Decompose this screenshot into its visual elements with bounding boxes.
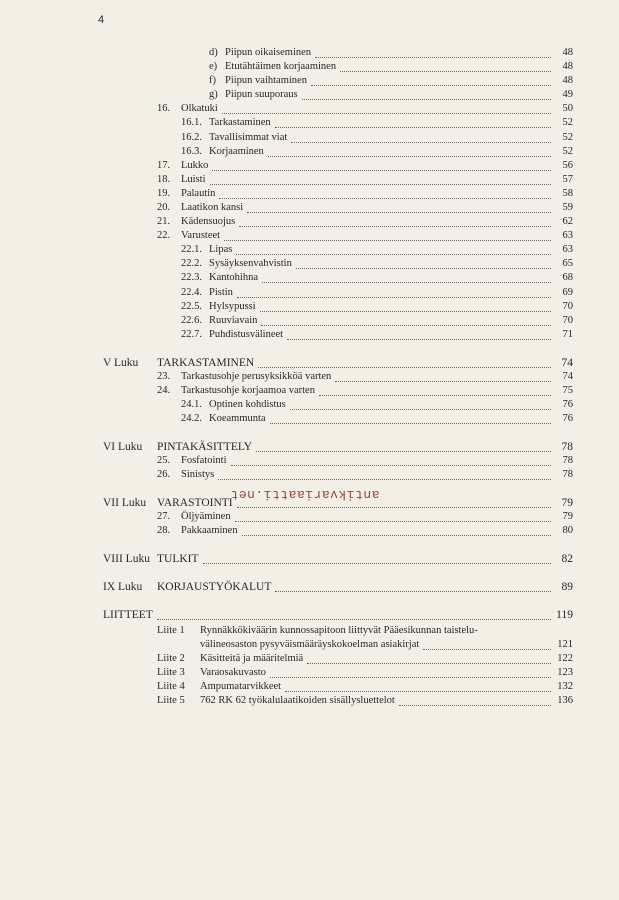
toc-entry-title: Hylsypussi [209,301,256,312]
toc-entry [0,300,619,314]
toc-entry-number: 24.1. [181,399,202,410]
toc-entry-page: 48 [562,61,573,72]
toc-entry-number: VI Luku [103,441,143,453]
toc-entry [0,229,619,243]
dot-leader [262,281,551,283]
dot-leader [222,112,551,114]
toc-entry-title: PINTAKÄSITTELY [157,441,253,453]
toc-entry-page: 56 [562,160,573,171]
toc-entry-page: 122 [557,653,573,664]
toc-entry-number: 22.7. [181,329,202,340]
toc-entry [0,88,619,102]
toc-entry-number: 22.3. [181,272,202,283]
toc-entry-page: 74 [561,357,573,369]
dot-leader [275,126,551,128]
dot-leader [260,310,551,312]
toc-entry-page: 70 [562,301,573,312]
toc-entry-title: Olkatuki [181,103,218,114]
toc-entry [0,384,619,398]
toc-entry-page: 48 [562,75,573,86]
toc-entry-number: e) [209,61,218,72]
toc-entry-number: 25. [157,455,171,466]
toc-entry-title: Rynnäkkökiväärin kunnossapitoon liittyvät Pääesikunnan taistelu- [200,625,478,636]
dot-leader [399,704,551,706]
toc-entry-page: 52 [562,146,573,157]
toc-entry-page: 52 [562,117,573,128]
toc-entry [0,412,619,426]
toc-entry-number: 22. [157,230,171,241]
toc-entry-title: TULKIT [157,553,199,565]
toc-entry-number: 21. [157,216,171,227]
toc-entry-number: d) [209,47,218,58]
toc-entry-number: 16.1. [181,117,202,128]
dot-leader [340,70,551,72]
toc-entry [0,46,619,60]
toc-entry-number: VII Luku [103,497,147,509]
toc-entry-title: Puhdistusvälineet [209,329,284,340]
toc-entry-number: 17. [157,160,171,171]
toc-entry-title: Koeammunta [209,413,266,424]
toc-entry-title: Tarkastaminen [209,117,271,128]
toc-entry [0,680,619,694]
toc-entry-title: Korjaaminen [209,146,264,157]
toc-entry [0,74,619,88]
toc-entry-title: Tarkastusohje korjaamoa varten [181,385,315,396]
toc-entry [0,638,619,652]
toc-entry-number: 22.4. [181,287,202,298]
toc-entry-page: 79 [561,497,573,509]
toc-entry-title: välineosaston pysyväismääräyskokoelman asiakirjat [200,639,420,650]
toc-entry [0,398,619,412]
toc-entry-title: Varaosakuvasto [200,667,266,678]
toc-entry-title: Pistin [209,287,233,298]
toc-entry-title: Palautin [181,188,216,199]
toc-entry-page: 70 [562,315,573,326]
toc-entry-page: 48 [562,47,573,58]
toc-entry-number: 16.3. [181,146,202,157]
dot-leader [423,648,551,650]
toc-entry-title: Kädensuojus [181,216,236,227]
toc-entry-page: 63 [562,230,573,241]
toc-entry [0,116,619,130]
toc-entry-number: 28. [157,525,171,536]
toc-entry-number: 24.2. [181,413,202,424]
toc-entry [0,694,619,708]
toc-entry-number: 26. [157,469,171,480]
toc-entry-number: V Luku [103,357,139,369]
toc-entry-page: 76 [562,413,573,424]
toc-entry-title: Sinistys [181,469,215,480]
toc-entry [0,524,619,538]
toc-entry [0,370,619,384]
dot-leader [287,338,551,340]
toc-entry-number: Liite 4 [157,681,185,692]
toc-entry-number: 20. [157,202,171,213]
dot-leader [270,422,551,424]
toc-entry-number: Liite 2 [157,653,185,664]
dot-leader [237,506,551,508]
toc-entry [0,131,619,145]
toc-entry-title: 762 RK 62 työkalulaatikoiden sisällysluettelot [200,695,395,706]
dot-leader [296,267,551,269]
toc-entry [0,666,619,680]
dot-leader [218,478,551,480]
toc-entry-page: 68 [562,272,573,283]
dot-leader [270,676,551,678]
dot-leader [219,197,551,199]
toc-entry-title: Öljyäminen [181,511,231,522]
toc-entry-page: 58 [562,188,573,199]
dot-leader [261,324,551,326]
dot-leader [307,662,551,664]
toc-entry-page: 123 [557,667,573,678]
toc-entry-title: Piipun suuporaus [225,89,298,100]
dot-leader [302,98,551,100]
toc-entry-number: 19. [157,188,171,199]
toc-entry-page: 78 [561,441,573,453]
toc-entry-number: Liite 5 [157,695,185,706]
toc-entry [0,314,619,328]
dot-leader [239,225,551,227]
toc-entry-page: 52 [562,132,573,143]
toc-entry [0,60,619,74]
toc-entry-title: TARKASTAMINEN [157,357,255,369]
toc-entry-title: Optinen kohdistus [209,399,286,410]
toc-entry-title: Kantohihna [209,272,258,283]
toc-entry-number: 16.2. [181,132,202,143]
toc-entry-title: Pakkaaminen [181,525,238,536]
toc-entry [0,271,619,285]
toc-entry [0,286,619,300]
toc-entry [0,454,619,468]
toc-entry-title: Lukko [181,160,209,171]
dot-leader [256,450,551,452]
dot-leader [224,239,551,241]
toc-entry-page: 62 [562,216,573,227]
dot-leader [237,296,551,298]
toc-entry [0,243,619,257]
toc-entry [0,159,619,173]
toc-entry-page: 74 [562,371,573,382]
dot-leader [275,590,551,592]
watermark: antikvariaatti.net [230,487,380,502]
toc-entry-number: g) [209,89,218,100]
dot-leader [157,618,551,620]
toc-entry-page: 65 [562,258,573,269]
toc-entry [0,510,619,524]
page-number: 4 [98,14,105,26]
toc-entry [0,624,619,638]
toc-entry-page: 80 [562,525,573,536]
toc-entry-title: Laatikon kansi [181,202,244,213]
toc-entry-title: Varusteet [181,230,221,241]
toc-entry [0,102,619,116]
toc-entry-page: 119 [556,609,573,621]
toc-entry [0,145,619,159]
toc-entry-page: 78 [562,469,573,480]
toc-entry-page: 50 [562,103,573,114]
toc-entry-number: 16. [157,103,171,114]
toc-entry-number: VIII Luku [103,553,150,565]
toc-entry [0,552,619,566]
toc-entry-title: Luisti [181,174,206,185]
dot-leader [235,520,551,522]
toc-entry-number: 24. [157,385,171,396]
toc-entry [0,201,619,215]
toc-entry [0,257,619,271]
toc-entry-number: 18. [157,174,171,185]
toc-entry-number: 23. [157,371,171,382]
toc-entry-page: 59 [562,202,573,213]
toc-entry-title: Fosfatointi [181,455,227,466]
dot-leader [212,169,551,171]
toc-entry-number: 22.1. [181,244,202,255]
toc-entry-title: Piipun vaihtaminen [225,75,307,86]
toc-entry [0,215,619,229]
toc-entry-title: Käsitteitä ja määritelmiä [200,653,304,664]
toc-entry-title: KORJAUSTYÖKALUT [157,581,272,593]
toc-entry-page: 49 [562,89,573,100]
dot-leader [319,394,551,396]
toc-entry-title: VARASTOINTI [157,497,233,509]
dot-leader [258,366,551,368]
toc-entry-title: Piipun oikaiseminen [225,47,312,58]
toc-entry-number: Liite 1 [157,625,185,636]
toc-entry [0,187,619,201]
toc-entry [0,652,619,666]
toc-entry-number: 22.5. [181,301,202,312]
toc-entry-page: 75 [562,385,573,396]
toc-entry-number: 27. [157,511,171,522]
toc-entry-number: f) [209,75,216,86]
toc-entry [0,440,619,454]
toc-entry [0,608,619,622]
toc-entry-title: LIITTEET [103,609,153,621]
dot-leader [285,690,551,692]
toc-entry [0,173,619,187]
toc-entry-title: Tavallisimmat viat [209,132,288,143]
dot-leader [236,253,551,255]
toc-entry-page: 79 [562,511,573,522]
toc-entry-number: IX Luku [103,581,143,593]
toc-entry-page: 132 [557,681,573,692]
toc-entry-page: 76 [562,399,573,410]
dot-leader [335,380,551,382]
dot-leader [311,84,551,86]
toc-entry-number: 22.2. [181,258,202,269]
toc-entry-page: 63 [562,244,573,255]
dot-leader [242,534,551,536]
toc-entry-page: 89 [561,581,573,593]
toc-entry [0,580,619,594]
toc-entry-number: 22.6. [181,315,202,326]
toc-entry-page: 69 [562,287,573,298]
dot-leader [290,408,551,410]
toc-entry-title: Tarkastusohje perusyksikköä varten [181,371,332,382]
dot-leader [291,141,551,143]
dot-leader [247,211,551,213]
toc-entry-title: Ruuviavain [209,315,258,326]
dot-leader [203,562,551,564]
toc-entry [0,468,619,482]
toc-entry [0,356,619,370]
toc-entry-title: Ampumatarvikkeet [200,681,282,692]
dot-leader [210,183,551,185]
toc-entry-page: 82 [561,553,573,565]
toc-entry [0,328,619,342]
toc-entry-page: 121 [557,639,573,650]
toc-entry-page: 71 [562,329,573,340]
toc-entry-number: Liite 3 [157,667,185,678]
toc-entry-title: Sysäyksenvahvistin [209,258,292,269]
dot-leader [315,56,551,58]
toc-entry-title: Lipas [209,244,233,255]
toc-entry-page: 78 [562,455,573,466]
dot-leader [231,464,551,466]
dot-leader [268,155,551,157]
toc-entry-page: 57 [562,174,573,185]
toc-entry-page: 136 [557,695,573,706]
toc-entry-title: Etutähtäimen korjaaminen [225,61,337,72]
